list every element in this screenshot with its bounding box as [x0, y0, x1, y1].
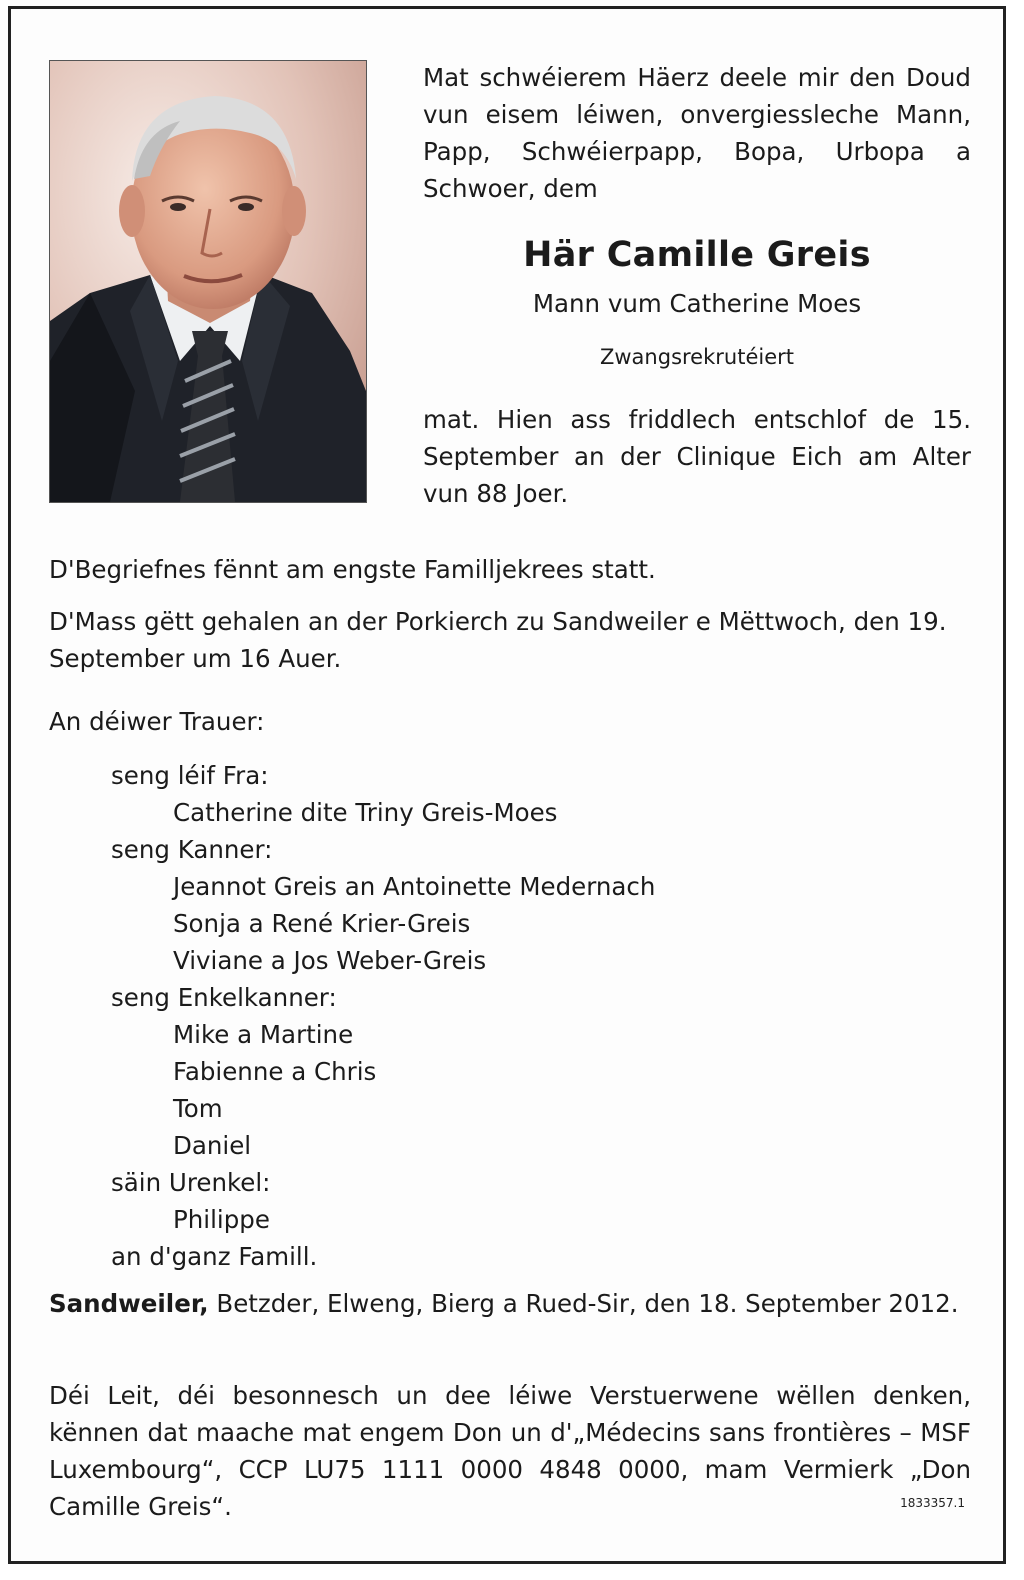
mass-notice: D'Mass gëtt gehalen an der Porkierch zu Sandweiler e Mëttwoch, den 19. September um 16 Auer. [49, 607, 947, 673]
mourner-role: säin Urenkel: [111, 1168, 271, 1197]
mourner-name: Fabienne a Chris [173, 1057, 377, 1086]
spouse-line: Mann vum Catherine Moes [532, 289, 862, 318]
mourner-name: Viviane a Jos Weber-Greis [173, 946, 487, 975]
mourner-role: seng Kanner: [111, 835, 273, 864]
mourner-role: seng Enkelkanner: [111, 983, 337, 1012]
burial-notice: D'Begriefnes fënnt am engste Familljekrees statt. [49, 555, 656, 584]
mourner-role: seng léif Fra: [111, 761, 269, 790]
mourner-name: Jeannot Greis an Antoinette Medernach [173, 872, 656, 901]
mourner-name: Catherine dite Triny Greis-Moes [173, 798, 558, 827]
announcement-intro: Mat schwéierem Häerz deele mir den Doud vun eisem léiwen, onvergiessleche Mann, Papp, Schwéierpapp, Bopa, Urbopa a Schwoer, dem [423, 63, 971, 203]
mourner-name: Mike a Martine [173, 1020, 354, 1049]
mourner-role: an d'ganz Famill. [111, 1242, 318, 1271]
portrait-photo [49, 60, 367, 503]
mourner-name: Daniel [173, 1131, 252, 1160]
place-date: Betzder, Elweng, Bierg a Rued-Sir, den 18. September 2012. [208, 1289, 959, 1318]
deceased-name: Här Camille Greis [523, 235, 871, 275]
death-details: mat. Hien ass friddlech entschlof de 15. September an der Clinique Eich am Alter vun 88 Joer. [423, 405, 971, 508]
mourner-name: Philippe [173, 1205, 270, 1234]
obituary-card [8, 6, 1006, 1564]
place-and-date [49, 1285, 971, 1322]
mourners-list [49, 757, 971, 1275]
mourner-name: Tom [173, 1094, 223, 1123]
mourner-name: Sonja a René Krier-Greis [173, 909, 471, 938]
status-line: Zwangsrekrutéiert [600, 345, 794, 369]
donation-notice: Déi Leit, déi besonnesch un dee léiwe Verstuerwene wëllen denken, kënnen dat maache mat engem Don un d'„Médecins sans frontières – MSF Luxembourg“, CCP LU75 1111 0000 4848 0000, mam Vermierk „Don Camille Greis“. [49, 1381, 971, 1521]
portrait-illustration [50, 61, 366, 502]
reference-number: 1833357.1 [900, 1496, 965, 1510]
place-name: Sandweiler, [49, 1289, 209, 1318]
mourners-heading: An déiwer Trauer: [49, 707, 265, 736]
